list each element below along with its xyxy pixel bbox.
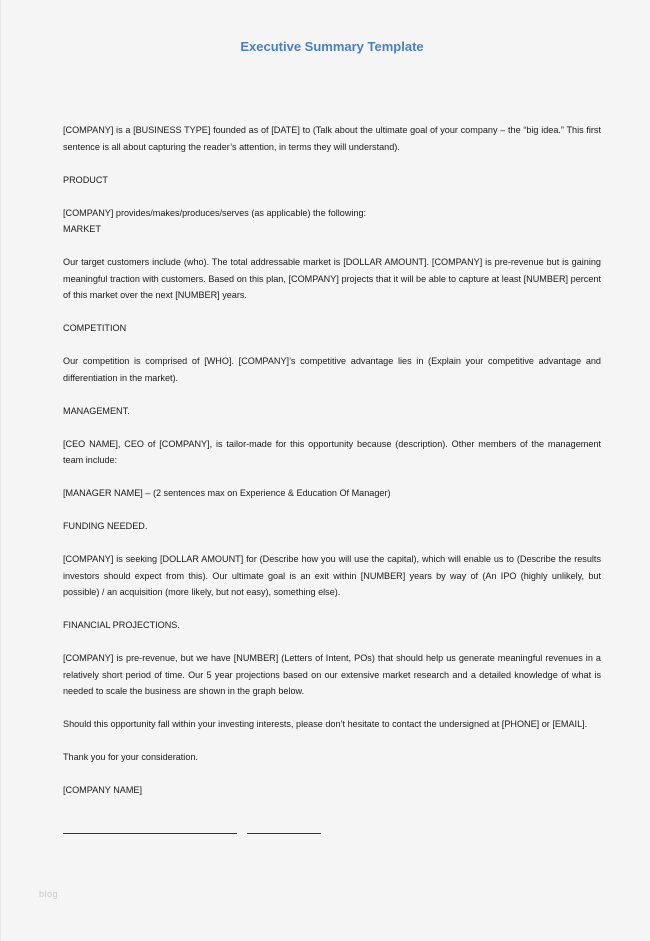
signature-lines	[63, 833, 333, 834]
page-edge	[0, 0, 1, 941]
funding-heading: FUNDING NEEDED.	[63, 521, 148, 531]
page-title: Executive Summary Template	[240, 39, 424, 54]
competition-heading: COMPETITION	[63, 323, 127, 333]
document-body	[63, 122, 601, 815]
signature-line-date	[247, 833, 321, 834]
product-paragraph: [COMPANY] provides/makes/produces/serves (as applicable) the following:	[63, 207, 367, 218]
financial-paragraph: [COMPANY] is pre-revenue, but we have [NUMBER] (Letters of Intent, POs) that should help us generate meaningful revenues in a relatively short period of time. Our 5 year projections based on our extensive market research and a detailed knowledge of what is needed to scale the business are shown in the graph below.	[63, 653, 601, 696]
funding-paragraph: [COMPANY] is seeking [DOLLAR AMOUNT] for (Describe how you will use the capital), which will enable us to (Describe the results investors should expect from this). Our ultimate goal is an exit within [NUMBER] years by way of (An IPO (highly unlikely, but possible) / an acquisition (more likely, but not easy), something else).	[63, 554, 601, 597]
management-heading: MANAGEMENT.	[63, 405, 130, 416]
watermark-text: blog	[39, 889, 59, 899]
market-paragraph: Our target customers include (who). The total addressable market is [DOLLAR AMOUNT]. [COMPANY] is pre-revenue but is gaining meaningful traction with customers. Based on this plan, [COMPANY] projects that it will be able to capture at least [NUMBER] percent of this market over the next [NUMBER] years.	[63, 257, 601, 300]
signature-line-name	[63, 833, 237, 834]
product-heading: PRODUCT	[63, 174, 108, 185]
contact-paragraph: Should this opportunity fall within your investing interests, please don’t hesitate to contact the undersigned at [PHONE] or [EMAIL].	[63, 719, 588, 729]
management-paragraph: [CEO NAME], CEO of [COMPANY], is tailor-made for this opportunity because (description). Other members of the management team include:	[63, 438, 601, 465]
thanks-paragraph: Thank you for your consideration.	[63, 752, 198, 762]
manager-line: [MANAGER NAME] – (2 sentences max on Experience & Education Of Manager)	[63, 488, 391, 498]
competition-paragraph: Our competition is comprised of [WHO]. [COMPANY]’s competitive advantage lies in (Explain your competitive advantage and differentiation in the market).	[63, 356, 601, 383]
market-heading: MARKET	[63, 224, 101, 234]
financial-heading: FINANCIAL PROJECTIONS.	[63, 620, 180, 630]
intro-paragraph: [COMPANY] is a [BUSINESS TYPE] founded as of [DATE] to (Talk about the ultimate goal of your company – the “big idea.” This first sentence is all about capturing the reader’s attention, in terms they will understand).	[63, 125, 601, 152]
company-name-signature: [COMPANY NAME]	[63, 785, 142, 795]
